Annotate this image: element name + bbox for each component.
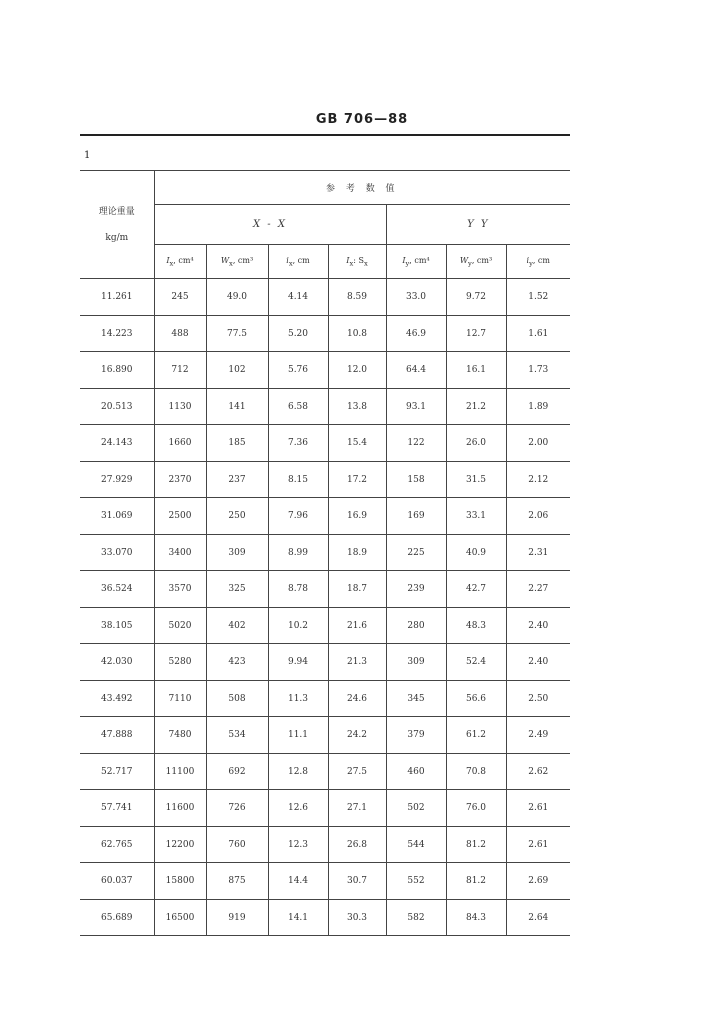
value-cell: 1660 (154, 425, 206, 462)
value-cell: 122 (386, 425, 446, 462)
value-cell: 2.61 (506, 827, 570, 863)
mass-cell: 14.223 (80, 316, 154, 352)
table-row (80, 681, 570, 717)
table-row (80, 389, 570, 425)
value-cell: 4.14 (268, 279, 328, 316)
column-header-2: $i_x$, cm (268, 245, 328, 279)
table-row (80, 608, 570, 644)
mass-cell: 24.143 (80, 425, 154, 462)
value-cell: 1.52 (506, 279, 570, 316)
value-cell: 5020 (154, 608, 206, 644)
value-cell: 919 (206, 900, 268, 936)
value-cell: 2.40 (506, 608, 570, 644)
value-cell: 102 (206, 352, 268, 389)
value-cell: 76.0 (446, 790, 506, 827)
value-cell: 24.2 (328, 717, 386, 754)
value-cell: 726 (206, 790, 268, 827)
mass-cell: 33.070 (80, 535, 154, 571)
column-header-5: $W_y$, cm³ (446, 245, 506, 279)
value-cell: 21.6 (328, 608, 386, 644)
value-cell: 49.0 (206, 279, 268, 316)
value-cell: 2.62 (506, 754, 570, 790)
value-cell: 552 (386, 863, 446, 900)
value-cell: 1.89 (506, 389, 570, 425)
value-cell: 16500 (154, 900, 206, 936)
value-cell: 12.3 (268, 827, 328, 863)
column-header-0: $I_x$, cm⁴ (154, 245, 206, 279)
value-cell: 2.12 (506, 462, 570, 498)
value-cell: 24.6 (328, 681, 386, 717)
value-cell: 46.9 (386, 316, 446, 352)
value-cell: 33.1 (446, 498, 506, 535)
value-cell: 245 (154, 279, 206, 316)
table-row (80, 279, 570, 316)
value-cell: 7.96 (268, 498, 328, 535)
mass-header-name: 理论重量 (98, 206, 135, 217)
value-cell: 534 (206, 717, 268, 754)
value-cell: 2500 (154, 498, 206, 535)
value-cell: 11600 (154, 790, 206, 827)
value-cell: 12.8 (268, 754, 328, 790)
value-cell: 26.8 (328, 827, 386, 863)
value-cell: 1130 (154, 389, 206, 425)
value-cell: 5.76 (268, 352, 328, 389)
value-cell: 11.3 (268, 681, 328, 717)
value-cell: 169 (386, 498, 446, 535)
value-cell: 12.0 (328, 352, 386, 389)
value-cell: 760 (206, 827, 268, 863)
value-cell: 712 (154, 352, 206, 389)
value-cell: 2370 (154, 462, 206, 498)
value-cell: 18.7 (328, 571, 386, 608)
value-cell: 345 (386, 681, 446, 717)
value-cell: 17.2 (328, 462, 386, 498)
value-cell: 30.7 (328, 863, 386, 900)
table-row (80, 425, 570, 462)
value-cell: 2.49 (506, 717, 570, 754)
value-cell: 31.5 (446, 462, 506, 498)
value-cell: 33.0 (386, 279, 446, 316)
value-cell: 582 (386, 900, 446, 936)
value-cell: 5.20 (268, 316, 328, 352)
standard-code-title: GB 706—88 (315, 112, 409, 127)
column-header-6: $i_y$, cm (506, 245, 570, 279)
value-cell: 8.15 (268, 462, 328, 498)
mass-cell: 65.689 (80, 900, 154, 936)
value-cell: 52.4 (446, 644, 506, 681)
value-cell: 9.72 (446, 279, 506, 316)
value-cell: 26.0 (446, 425, 506, 462)
value-cell: 15.4 (328, 425, 386, 462)
value-cell: 2.69 (506, 863, 570, 900)
value-cell: 12.6 (268, 790, 328, 827)
value-cell: 2.61 (506, 790, 570, 827)
value-cell: 8.99 (268, 535, 328, 571)
value-cell: 84.3 (446, 900, 506, 936)
table-row (80, 352, 570, 389)
value-cell: 93.1 (386, 389, 446, 425)
value-cell: 13.8 (328, 389, 386, 425)
value-cell: 40.9 (446, 535, 506, 571)
mass-cell: 16.890 (80, 352, 154, 389)
value-cell: 70.8 (446, 754, 506, 790)
mass-cell: 62.765 (80, 827, 154, 863)
value-cell: 237 (206, 462, 268, 498)
value-cell: 2.31 (506, 535, 570, 571)
value-cell: 402 (206, 608, 268, 644)
value-cell: 12200 (154, 827, 206, 863)
value-cell: 64.4 (386, 352, 446, 389)
value-cell: 460 (386, 754, 446, 790)
mass-cell: 11.261 (80, 279, 154, 316)
mass-cell: 47.888 (80, 717, 154, 754)
value-cell: 2.00 (506, 425, 570, 462)
value-cell: 42.7 (446, 571, 506, 608)
value-cell: 11.1 (268, 717, 328, 754)
value-cell: 6.58 (268, 389, 328, 425)
value-cell: 8.78 (268, 571, 328, 608)
table-row (80, 827, 570, 863)
mass-cell: 43.492 (80, 681, 154, 717)
section-properties-table (80, 170, 570, 936)
theoretical-mass-header (80, 171, 154, 279)
value-cell: 158 (386, 462, 446, 498)
mass-cell: 27.929 (80, 462, 154, 498)
mass-cell: 20.513 (80, 389, 154, 425)
value-cell: 379 (386, 717, 446, 754)
reference-values-header: 参 考 数 值 (154, 171, 570, 205)
column-header-4: $I_y$, cm⁴ (386, 245, 446, 279)
value-cell: 488 (154, 316, 206, 352)
mass-header-unit: kg/m (105, 232, 129, 243)
mass-cell: 38.105 (80, 608, 154, 644)
value-cell: 544 (386, 827, 446, 863)
table-row (80, 535, 570, 571)
value-cell: 3570 (154, 571, 206, 608)
value-cell: 2.27 (506, 571, 570, 608)
value-cell: 21.2 (446, 389, 506, 425)
value-cell: 14.4 (268, 863, 328, 900)
value-cell: 9.94 (268, 644, 328, 681)
value-cell: 7480 (154, 717, 206, 754)
value-cell: 325 (206, 571, 268, 608)
value-cell: 48.3 (446, 608, 506, 644)
value-cell: 7110 (154, 681, 206, 717)
value-cell: 2.64 (506, 900, 570, 936)
value-cell: 14.1 (268, 900, 328, 936)
axis-xx-header: X - X (154, 205, 386, 245)
value-cell: 3400 (154, 535, 206, 571)
table-row (80, 498, 570, 535)
table-row (80, 863, 570, 900)
value-cell: 61.2 (446, 717, 506, 754)
header-rule (80, 134, 570, 136)
value-cell: 225 (386, 535, 446, 571)
value-cell: 875 (206, 863, 268, 900)
table-row (80, 790, 570, 827)
table-row (80, 316, 570, 352)
mass-cell: 31.069 (80, 498, 154, 535)
value-cell: 8.59 (328, 279, 386, 316)
value-cell: 185 (206, 425, 268, 462)
value-cell: 12.7 (446, 316, 506, 352)
value-cell: 16.9 (328, 498, 386, 535)
table-row (80, 900, 570, 936)
mass-cell: 52.717 (80, 754, 154, 790)
value-cell: 27.5 (328, 754, 386, 790)
value-cell: 10.8 (328, 316, 386, 352)
value-cell: 502 (386, 790, 446, 827)
table-row (80, 571, 570, 608)
table-row (80, 754, 570, 790)
mass-cell: 42.030 (80, 644, 154, 681)
value-cell: 27.1 (328, 790, 386, 827)
value-cell: 309 (206, 535, 268, 571)
value-cell: 18.9 (328, 535, 386, 571)
value-cell: 1.61 (506, 316, 570, 352)
value-cell: 15800 (154, 863, 206, 900)
value-cell: 16.1 (446, 352, 506, 389)
value-cell: 423 (206, 644, 268, 681)
value-cell: 692 (206, 754, 268, 790)
value-cell: 1.73 (506, 352, 570, 389)
value-cell: 141 (206, 389, 268, 425)
value-cell: 2.06 (506, 498, 570, 535)
value-cell: 5280 (154, 644, 206, 681)
value-cell: 10.2 (268, 608, 328, 644)
value-cell: 21.3 (328, 644, 386, 681)
table-continuation-mark: 1 (84, 150, 91, 161)
table-row (80, 717, 570, 754)
mass-cell: 36.524 (80, 571, 154, 608)
table-row (80, 644, 570, 681)
value-cell: 2.40 (506, 644, 570, 681)
column-header-3: $I_x$: $S_x$ (328, 245, 386, 279)
value-cell: 81.2 (446, 863, 506, 900)
value-cell: 77.5 (206, 316, 268, 352)
value-cell: 11100 (154, 754, 206, 790)
value-cell: 2.50 (506, 681, 570, 717)
axis-yy-header: Y Y (386, 205, 570, 245)
value-cell: 7.36 (268, 425, 328, 462)
value-cell: 250 (206, 498, 268, 535)
value-cell: 280 (386, 608, 446, 644)
value-cell: 239 (386, 571, 446, 608)
column-header-1: $W_x$, cm³ (206, 245, 268, 279)
value-cell: 56.6 (446, 681, 506, 717)
value-cell: 309 (386, 644, 446, 681)
mass-cell: 57.741 (80, 790, 154, 827)
value-cell: 30.3 (328, 900, 386, 936)
table-row (80, 462, 570, 498)
value-cell: 508 (206, 681, 268, 717)
value-cell: 81.2 (446, 827, 506, 863)
mass-cell: 60.037 (80, 863, 154, 900)
